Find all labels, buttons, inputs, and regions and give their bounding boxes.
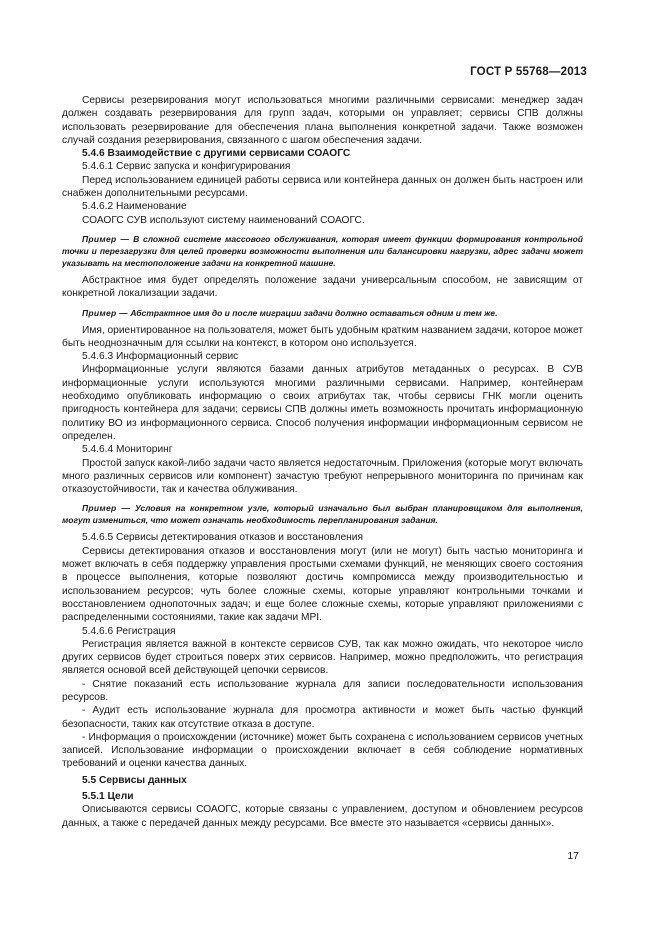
example-text: В сложной системе массового обслуживания, которая имеет функции формирования контрольной точки и перезагрузки для целей проверки возможности выполнения или балансировки нагрузки, адрес задачи может указывать на местоположение задачи на конкретной машине. (62, 233, 583, 268)
paragraph: Описываются сервисы СОАОГС, которые связаны с управлением, доступом и обновлением ресурсов данных, а также с передачей данных между ресурсами. Все вместе это называется «сервисы данных». (62, 804, 583, 829)
list-item: - Снятие показаний есть использование журнала для записи последовательности использования ресурсов. (62, 678, 583, 703)
subsection-heading: 5.4.6.5 Сервисы детектирования отказов и восстановления (82, 532, 364, 544)
paragraph: Перед использованием единицей работы сервиса или контейнера данных он должен быть настроен или снабжен дополнительными ресурсами. (62, 174, 583, 200)
list-item: - Аудит есть использование журнала для просмотра активности и может быть частью функций безопасности, таких как отсутствие отказа в доступе. (62, 705, 583, 730)
paragraph: Регистрация является важной в контексте сервисов СУВ, так как можно ожидать, что некоторое число других сервисов будет строиться поверх этих сервисов. Например, можно предположить, что регистрация является основой всей действующей цепочки сервисов. (62, 638, 583, 677)
example-text: Абстрактное имя до и после миграции задачи должно оставаться одним и тем же. (130, 307, 498, 318)
list-item: - Информация о происхождении (источнике) может быть сохранена с использованием сервисов учетных записей. Использование информации о происхождении включает в себя соблюдение нормативных требований и оценки качества данных. (62, 731, 583, 770)
paragraph: Абстрактное имя будет определять положение задачи универсальным способом, не зависящим от конкретной локализации задачи. (62, 274, 583, 300)
section-heading: 5.5.1 Цели (82, 791, 134, 803)
paragraph: Простой запуск какой-либо задачи часто является недостаточным. Приложения (которые могут включать много различных сервисов или компонент) зачастую требуют непрерывного мониторинга по причинам как отказоустойчивости, так и качества облуживания. (62, 457, 583, 496)
document-header: ГОСТ Р 55768—2013 (470, 66, 587, 78)
paragraph: СОАОГС СУВ используют систему наименований СОАОГС. (82, 214, 365, 226)
example-note (62, 502, 583, 526)
example-label: Пример — (82, 307, 128, 318)
section-heading: 5.4.6 Взаимодействие с другими сервисами СОАОГС (82, 148, 351, 160)
page-number: 17 (567, 850, 579, 862)
example-note (62, 233, 583, 269)
example-label: Пример — (82, 503, 131, 514)
example-label: Пример — (82, 233, 130, 244)
section-heading: 5.5 Сервисы данных (82, 774, 187, 786)
subsection-heading: 5.4.6.4 Мониторинг (82, 444, 173, 456)
paragraph: Сервисы детектирования отказов и восстановления могут (или не могут) быть частью мониторинга и может включать в себя поддержку управления простыми схемами функций, не меняющих своего состояния в процессе выполнения, которые позволяют достичь компромисса между производительностью и использованием ресурсов; чуть более сложные схемы, которые управляют контрольными точками и восстановлением однопоточных задач; и еще более сложные схемы, которые управляют приложениями с распределенными состояниями, такие как задачи MPI. (62, 545, 583, 624)
example-note (62, 307, 583, 319)
subsection-heading: 5.4.6.2 Наименование (82, 201, 187, 213)
subsection-heading: 5.4.6.3 Информационный сервис (82, 351, 239, 363)
subsection-heading: 5.4.6.1 Сервис запуска и конфигурирования (82, 161, 291, 173)
paragraph: Сервисы резервирования могут использоваться многими различными сервисами: менеджер задач должен создавать резервирования для групп задач, которыми он управляет; сервисы СПВ должны использовать резервирование для обеспечения плана выполнения конкретной задачи. Также возможен случай создания резервирования, связанного с шагом обеспечения задачи. (62, 95, 583, 146)
paragraph: Имя, ориентированное на пользователя, может быть удобным кратким названием задачи, которое может быть неоднозначным для ссылки на контекст, в котором оно используется. (62, 324, 583, 349)
example-text: Условия на конкретном узле, который изначально был выбран планировщиком для выполнения, могут измениться, что может означать необходимость перепланирования задания. (62, 503, 583, 526)
subsection-heading: 5.4.6.6 Регистрация (82, 625, 176, 637)
paragraph: Информационные услуги являются базами данных атрибутов метаданных о ресурсах. В СУВ информационные услуги используются многими различными сервисами. Например, контейнерам необходимо опубликовать информацию о своих атрибутах так, чтобы сервисы ГНК могли оценить пригодность контейнера для задачи; сервисы СПВ должны иметь возможность прочитать информационную политику ВО из информационного сервиса. Способ получения информации информационным сервисом не определен. (62, 364, 583, 442)
document-body (62, 94, 583, 830)
